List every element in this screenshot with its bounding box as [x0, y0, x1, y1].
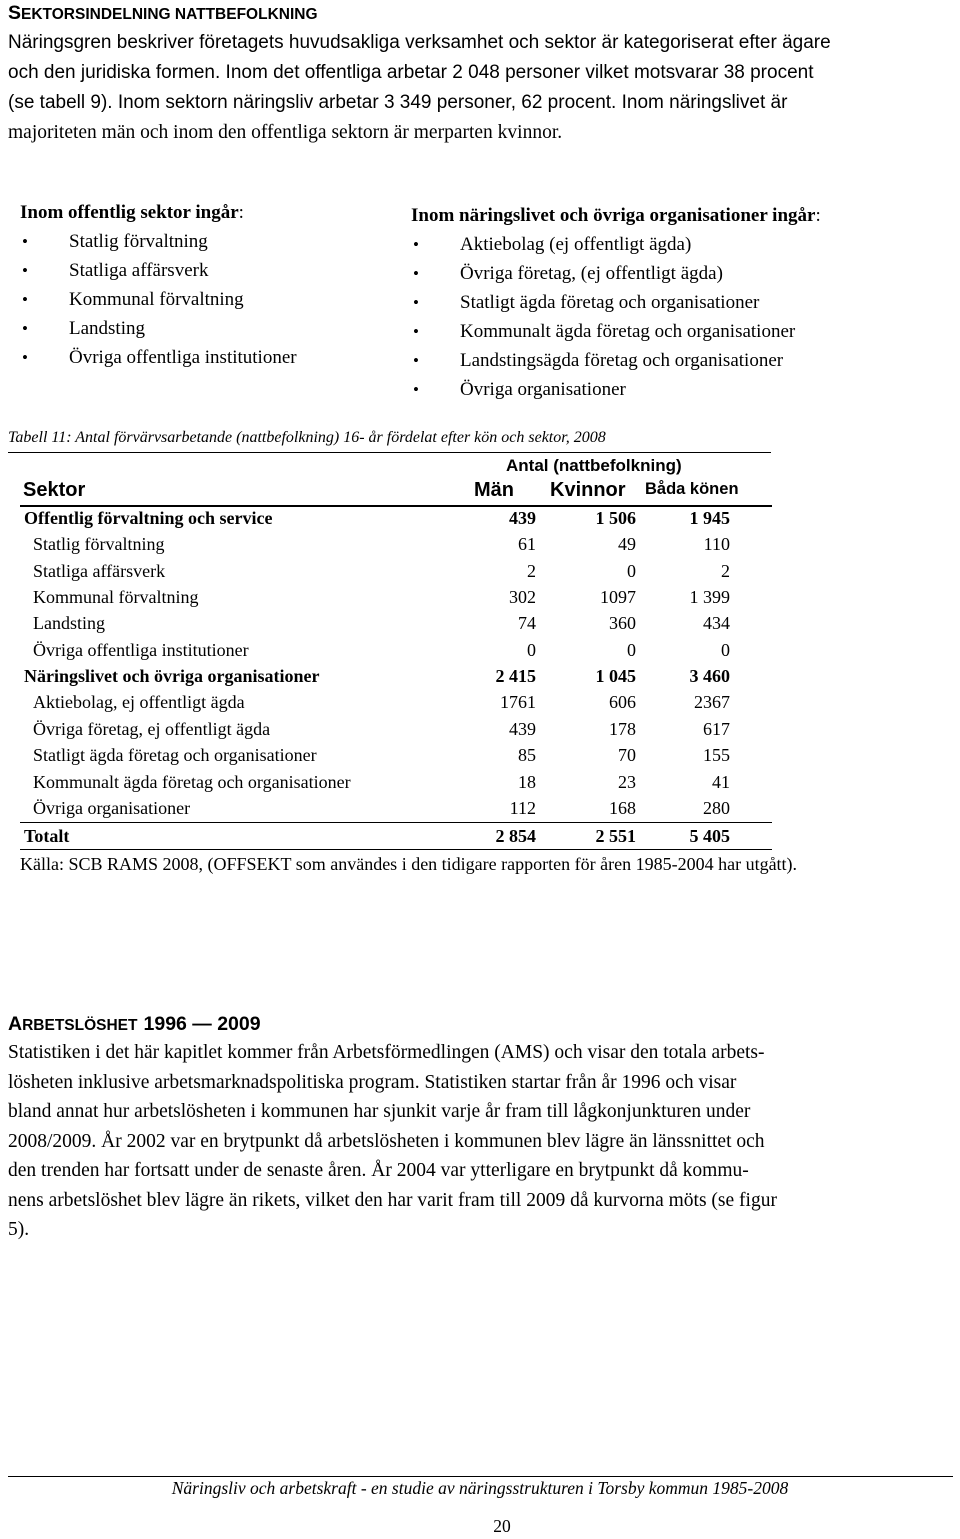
table-row: Aktiebolag, ej offentligt ägda 1761 606 2367	[33, 692, 730, 712]
paragraph-line: 2008/2009. År 2002 var en brytpunkt då arbetslösheten i kommunen blev lägre än länssnittet och	[8, 1130, 765, 1152]
heading-initial: S	[8, 2, 22, 24]
table-source: Källa: SCB RAMS 2008, (OFFSEKT som användes i den tidigare rapporten för åren 1985-2004 har utgått).	[20, 854, 798, 874]
table-group-header: Antal (nattbefolkning)	[506, 456, 682, 475]
heading-years: 1996 — 2009	[143, 1013, 261, 1035]
footer-title: Näringsliv och arbetskraft - en studie av näringsstrukturen i Torsby kommun 1985-2008	[171, 1478, 789, 1498]
intro-line: (se tabell 9). Inom sektorn näringsliv arbetar 3 349 personer, 62 procent. Inom näringslivet är	[8, 92, 788, 113]
paragraph-line: bland annat hur arbetslösheten i kommunen har sjunkit varje år fram till lågkonjunkturen under	[8, 1101, 751, 1122]
footer-rule	[8, 1476, 953, 1477]
table-caption: Tabell 11: Antal förvärvsarbetande (nattbefolkning) 16- år fördelat efter kön och sektor, 2008	[8, 429, 606, 446]
heading-initial: A	[8, 1013, 23, 1035]
arbetsloshet-paragraph	[8, 1038, 936, 1245]
offentlig-sektor-list	[20, 199, 297, 372]
paragraph-line: den trenden har fortsatt under de senaste åren. År 2004 var ytterligare en brytpunkt då kommu-	[8, 1160, 749, 1181]
bullet-list	[411, 230, 821, 404]
heading-rest: EKTORSINDELNING NATTBEFOLKNING	[21, 6, 318, 23]
list-item: • Landstingsägda företag och organisationer	[411, 346, 821, 375]
table-row: Landsting 74 360 434	[33, 613, 730, 633]
intro-line: majoriteten män och inom den offentliga sektorn är merparten kvinnor.	[8, 122, 563, 143]
paragraph-line: nens arbetslöshet blev lägre än rikets, vilket den har varit fram till 2009 då kurvorna möts (se figur	[8, 1189, 777, 1211]
list-heading: Inom näringslivet och övriga organisationer ingår:	[411, 205, 821, 226]
list-item: • Statliga affärsverk	[20, 256, 297, 285]
paragraph-line: lösheten inklusive arbetsmarknadspolitiska program. Statistiken startar från år 1996 och visar	[8, 1071, 737, 1093]
list-heading: Inom offentlig sektor ingår:	[20, 202, 244, 223]
table-row: Offentlig förvaltning och service 439 1 506 1 945	[24, 508, 730, 528]
list-item: • Statlig förvaltning	[20, 227, 297, 256]
column-header-sektor: Sektor	[23, 479, 86, 501]
table-row: Statliga affärsverk 2 0 2	[33, 561, 730, 581]
table-row: Övriga företag, ej offentligt ägda 439 178 617	[33, 719, 730, 739]
intro-paragraph	[8, 28, 953, 148]
section-heading-arbetsloshet	[8, 1013, 261, 1036]
paragraph-line: 5).	[8, 1219, 30, 1240]
list-item: • Övriga organisationer	[411, 375, 821, 404]
intro-line: och den juridiska formen. Inom det offentliga arbetar 2 048 personer vilket motsvarar 38 procent	[8, 62, 814, 83]
page-number: 20	[493, 1516, 511, 1536]
paragraph-line: Statistiken i det här kapitlet kommer från Arbetsförmedlingen (AMS) och visar den totala arbets-	[8, 1042, 765, 1063]
list-item: • Statligt ägda företag och organisationer	[411, 288, 821, 317]
table-total-row: Totalt 2 854 2 551 5 405	[24, 826, 730, 846]
heading-rest: RBETSLÖSHET	[22, 1017, 138, 1034]
bullet-list	[20, 227, 297, 372]
list-item: • Övriga företag, (ej offentligt ägda)	[411, 259, 821, 288]
list-item: • Kommunalt ägda företag och organisationer	[411, 317, 821, 346]
table-row: Kommunal förvaltning 302 1097 1 399	[33, 587, 730, 607]
list-item: • Aktiebolag (ej offentligt ägda)	[411, 230, 821, 259]
table-row: Statlig förvaltning 61 49 110	[33, 534, 730, 554]
column-header-man: Män	[474, 479, 514, 501]
list-item: • Landsting	[20, 314, 297, 343]
table-row: Kommunalt ägda företag och organisationer 18 23 41	[33, 772, 730, 792]
column-header-kvinnor: Kvinnor	[550, 479, 626, 501]
table-row: Näringslivet och övriga organisationer 2 415 1 045 3 460	[24, 666, 730, 686]
naringsliv-list	[411, 202, 821, 404]
section-heading-sektorsindelning	[8, 2, 318, 25]
list-item: • Övriga offentliga institutioner	[20, 343, 297, 372]
total-rule-bottom	[20, 849, 772, 850]
column-header-bada-konen: Båda könen	[645, 480, 739, 498]
table-row: Övriga offentliga institutioner 0 0 0	[33, 640, 730, 660]
table-row: Statligt ägda företag och organisationer 85 70 155	[33, 745, 730, 765]
list-item: • Kommunal förvaltning	[20, 285, 297, 314]
intro-line: Näringsgren beskriver företagets huvudsakliga verksamhet och sektor är kategoriserat efter ägare	[8, 32, 831, 53]
table-row: Övriga organisationer 112 168 280	[33, 798, 730, 818]
caption-rule	[8, 452, 771, 453]
